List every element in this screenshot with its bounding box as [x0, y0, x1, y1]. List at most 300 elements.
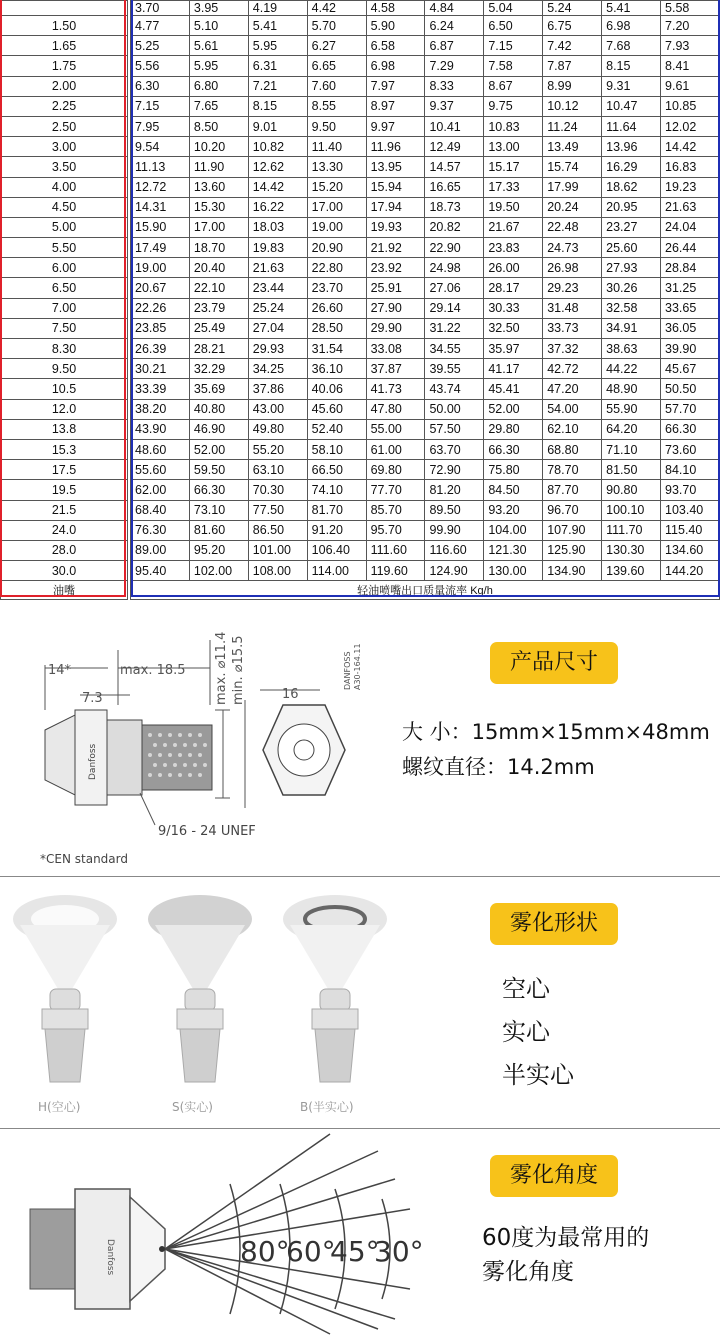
flow-value-cell: 58.10 [307, 439, 366, 459]
flow-value-cell: 15.20 [307, 177, 366, 197]
flow-value-cell: 144.20 [661, 561, 720, 581]
flow-value-cell: 108.00 [248, 561, 307, 581]
flow-value-cell: 41.73 [366, 379, 425, 399]
flow-value-cell: 42.72 [543, 359, 602, 379]
pressure-cell: 2.00 [1, 76, 128, 96]
flow-value-cell: 11.13 [131, 157, 190, 177]
pressure-cell: 5.50 [1, 238, 128, 258]
flow-value-cell: 66.30 [484, 439, 543, 459]
solid-caption: S(实心) [172, 1100, 213, 1114]
table-row [1, 157, 720, 177]
flow-value-cell: 3.95 [189, 1, 248, 16]
flow-value-cell: 17.94 [366, 197, 425, 217]
flow-value-cell: 18.70 [189, 238, 248, 258]
pressure-cell: 17.5 [1, 460, 128, 480]
flow-value-cell: 10.41 [425, 116, 484, 136]
flow-value-cell: 30.21 [131, 359, 190, 379]
flow-value-cell: 55.00 [366, 419, 425, 439]
flow-value-cell: 102.00 [189, 561, 248, 581]
table-row [1, 56, 720, 76]
flow-value-cell: 25.24 [248, 298, 307, 318]
flow-value-cell: 12.62 [248, 157, 307, 177]
flow-value-cell: 25.91 [366, 278, 425, 298]
table-row [1, 76, 720, 96]
flow-value-cell: 86.50 [248, 520, 307, 540]
flow-value-cell: 96.70 [543, 500, 602, 520]
flow-value-cell: 22.10 [189, 278, 248, 298]
pressure-cell: 15.3 [1, 439, 128, 459]
angle-60-label: 60° [286, 1235, 336, 1268]
flow-value-cell: 95.40 [131, 561, 190, 581]
flow-value-cell: 45.41 [484, 379, 543, 399]
flow-value-cell: 9.75 [484, 96, 543, 116]
spray-angle-badge: 雾化角度 [490, 1155, 618, 1197]
flow-value-cell: 70.30 [248, 480, 307, 500]
pressure-cell: 1.75 [1, 56, 128, 76]
nozzle-footer-label: 油嘴 [1, 581, 128, 600]
angle-note-line-2: 雾化角度 [482, 1259, 574, 1285]
pressure-cell: 3.00 [1, 137, 128, 157]
spray-shape-badge: 雾化形状 [490, 903, 618, 945]
flow-value-cell: 19.93 [366, 217, 425, 237]
flow-value-cell: 33.65 [661, 298, 720, 318]
flow-value-cell: 19.00 [307, 217, 366, 237]
flow-value-cell: 19.50 [484, 197, 543, 217]
flow-value-cell: 22.26 [131, 298, 190, 318]
flow-value-cell: 45.67 [661, 359, 720, 379]
flow-value-cell: 20.67 [131, 278, 190, 298]
flow-value-cell: 12.02 [661, 116, 720, 136]
pressure-cell: 6.50 [1, 278, 128, 298]
flow-value-cell: 23.70 [307, 278, 366, 298]
pressure-cell: 4.50 [1, 197, 128, 217]
flow-value-cell: 20.95 [602, 197, 661, 217]
flow-value-cell: 27.04 [248, 318, 307, 338]
flow-value-cell: 10.83 [484, 116, 543, 136]
spray-angle-diagram [0, 1129, 430, 1338]
flow-value-cell: 5.95 [248, 36, 307, 56]
flow-value-cell: 15.17 [484, 157, 543, 177]
table-row [1, 540, 720, 560]
flow-value-cell: 48.90 [602, 379, 661, 399]
flow-value-cell: 10.85 [661, 96, 720, 116]
flow-value-cell: 9.31 [602, 76, 661, 96]
flow-value-cell: 7.15 [131, 96, 190, 116]
flow-value-cell: 7.87 [543, 56, 602, 76]
flow-value-cell: 8.33 [425, 76, 484, 96]
flow-value-cell: 37.87 [366, 359, 425, 379]
flow-value-cell: 29.14 [425, 298, 484, 318]
flow-value-cell: 75.80 [484, 460, 543, 480]
flow-value-cell: 5.61 [189, 36, 248, 56]
flow-value-cell: 90.80 [602, 480, 661, 500]
flow-value-cell: 62.10 [543, 419, 602, 439]
flow-value-cell: 12.49 [425, 137, 484, 157]
flow-value-cell: 25.49 [189, 318, 248, 338]
spray-pattern-illustrations [0, 877, 420, 1127]
flow-value-cell: 15.94 [366, 177, 425, 197]
table-row [1, 439, 720, 459]
flow-value-cell: 6.30 [131, 76, 190, 96]
flow-value-cell: 7.29 [425, 56, 484, 76]
flow-value-cell: 93.70 [661, 480, 720, 500]
flow-value-cell: 115.40 [661, 520, 720, 540]
flow-value-cell: 8.15 [248, 96, 307, 116]
flow-value-cell: 95.70 [366, 520, 425, 540]
flow-value-cell: 69.80 [366, 460, 425, 480]
flow-value-cell: 52.00 [484, 399, 543, 419]
flow-value-cell: 134.60 [661, 540, 720, 560]
flow-value-cell: 23.85 [131, 318, 190, 338]
flow-value-cell: 14.42 [248, 177, 307, 197]
flow-value-cell: 20.82 [425, 217, 484, 237]
flow-value-cell: 9.97 [366, 116, 425, 136]
pressure-cell: 8.30 [1, 339, 128, 359]
flow-value-cell: 5.41 [602, 1, 661, 16]
table-row [1, 96, 720, 116]
flow-value-cell: 23.92 [366, 258, 425, 278]
flow-value-cell: 5.24 [543, 1, 602, 16]
angle-30-label: 30° [374, 1235, 424, 1268]
table-row [1, 278, 720, 298]
flow-value-cell: 5.41 [248, 16, 307, 36]
flow-value-cell: 119.60 [366, 561, 425, 581]
flow-value-cell: 20.90 [307, 238, 366, 258]
flow-value-cell: 55.60 [131, 460, 190, 480]
flow-value-cell: 114.00 [307, 561, 366, 581]
flow-value-cell: 85.70 [366, 500, 425, 520]
flow-value-cell: 15.90 [131, 217, 190, 237]
flow-value-cell: 27.93 [602, 258, 661, 278]
flow-value-cell: 41.17 [484, 359, 543, 379]
pressure-cell: 10.5 [1, 379, 128, 399]
flow-value-cell: 34.25 [248, 359, 307, 379]
flow-value-cell: 81.20 [425, 480, 484, 500]
flow-value-cell: 36.10 [307, 359, 366, 379]
flow-value-cell: 6.31 [248, 56, 307, 76]
flow-value-cell: 71.10 [602, 439, 661, 459]
flow-value-cell: 84.10 [661, 460, 720, 480]
cen-standard-note: *CEN standard [40, 852, 128, 866]
flow-value-cell: 14.42 [661, 137, 720, 157]
flow-value-cell: 130.00 [484, 561, 543, 581]
flow-value-cell: 111.70 [602, 520, 661, 540]
flow-value-cell: 45.60 [307, 399, 366, 419]
pressure-cell: 1.50 [1, 16, 128, 36]
table-row [1, 339, 720, 359]
flow-value-cell: 59.50 [189, 460, 248, 480]
flow-value-cell: 4.58 [366, 1, 425, 16]
part-number-label: A30-164.11 [353, 643, 362, 690]
flow-value-cell: 28.50 [307, 318, 366, 338]
flow-value-cell: 5.58 [661, 1, 720, 16]
flow-value-cell: 30.33 [484, 298, 543, 318]
flow-value-cell: 74.10 [307, 480, 366, 500]
flow-value-cell: 9.50 [307, 116, 366, 136]
flow-value-cell: 13.00 [484, 137, 543, 157]
table-footer-row [1, 581, 720, 600]
flow-value-cell: 84.50 [484, 480, 543, 500]
flow-value-cell: 16.65 [425, 177, 484, 197]
table-row [1, 116, 720, 136]
flow-value-cell: 6.98 [366, 56, 425, 76]
flow-value-cell: 6.50 [484, 16, 543, 36]
pressure-cell: 19.5 [1, 480, 128, 500]
flow-value-cell: 15.30 [189, 197, 248, 217]
flow-value-cell: 29.90 [366, 318, 425, 338]
flow-value-cell: 130.30 [602, 540, 661, 560]
part-brand-label: DANFOSS [343, 651, 352, 690]
pressure-cell: 2.50 [1, 116, 128, 136]
flow-value-cell: 31.25 [661, 278, 720, 298]
pressure-cell: 21.5 [1, 500, 128, 520]
flow-value-cell: 18.03 [248, 217, 307, 237]
table-row [1, 359, 720, 379]
flow-value-cell: 77.70 [366, 480, 425, 500]
pressure-cell: 2.25 [1, 96, 128, 116]
flow-value-cell: 47.80 [366, 399, 425, 419]
flow-value-cell: 5.95 [189, 56, 248, 76]
flow-value-cell: 7.93 [661, 36, 720, 56]
flow-rate-table [0, 0, 720, 600]
flow-value-cell: 19.83 [248, 238, 307, 258]
flow-value-cell: 48.60 [131, 439, 190, 459]
flow-value-cell: 7.15 [484, 36, 543, 56]
flow-value-cell: 8.67 [484, 76, 543, 96]
hollow-spray-diagram [13, 895, 117, 1114]
flow-value-cell: 7.95 [131, 116, 190, 136]
thread-spec-label: 9/16 - 24 UNEF [158, 824, 256, 839]
angle-nozzle-drawing [30, 1189, 165, 1309]
flow-value-cell: 22.90 [425, 238, 484, 258]
flow-value-cell: 39.55 [425, 359, 484, 379]
flow-value-cell: 72.90 [425, 460, 484, 480]
pressure-cell: 13.8 [1, 419, 128, 439]
dim-16-label: 16 [282, 687, 299, 702]
flow-value-cell: 26.98 [543, 258, 602, 278]
flow-value-cell: 40.80 [189, 399, 248, 419]
flow-value-cell: 33.73 [543, 318, 602, 338]
pressure-cell: 4.00 [1, 177, 128, 197]
product-size-badge: 产品尺寸 [490, 642, 618, 684]
flow-value-cell: 49.80 [248, 419, 307, 439]
flow-value-cell: 23.83 [484, 238, 543, 258]
flow-value-cell: 63.10 [248, 460, 307, 480]
flow-value-cell: 62.00 [131, 480, 190, 500]
flow-value-cell: 31.54 [307, 339, 366, 359]
flow-value-cell: 8.55 [307, 96, 366, 116]
flow-value-cell: 7.42 [543, 36, 602, 56]
flow-value-cell: 57.70 [661, 399, 720, 419]
shape-item-semi-solid: 半实心 [502, 1061, 574, 1089]
flow-value-cell: 52.40 [307, 419, 366, 439]
dimensions-section [0, 600, 720, 875]
nozzle-hex-end-view [263, 705, 345, 795]
flow-value-cell: 47.20 [543, 379, 602, 399]
flow-value-cell: 17.00 [189, 217, 248, 237]
flow-value-cell: 20.24 [543, 197, 602, 217]
flow-value-cell: 30.26 [602, 278, 661, 298]
table-row [1, 177, 720, 197]
flow-value-cell: 12.72 [131, 177, 190, 197]
table-row [1, 137, 720, 157]
flow-value-cell: 4.19 [248, 1, 307, 16]
pressure-cell: 12.0 [1, 399, 128, 419]
dim-73-label: 7.3 [82, 691, 103, 706]
flow-value-cell: 43.00 [248, 399, 307, 419]
flow-value-cell: 55.90 [602, 399, 661, 419]
flow-value-cell: 19.23 [661, 177, 720, 197]
flow-value-cell: 24.04 [661, 217, 720, 237]
flow-value-cell: 121.30 [484, 540, 543, 560]
flow-value-cell: 18.62 [602, 177, 661, 197]
flow-value-cell: 28.17 [484, 278, 543, 298]
flow-value-cell: 8.50 [189, 116, 248, 136]
flow-value-cell: 11.24 [543, 116, 602, 136]
flow-value-cell: 17.99 [543, 177, 602, 197]
flow-value-cell: 6.80 [189, 76, 248, 96]
solid-spray-diagram [148, 895, 252, 1114]
pressure-cell: 7.50 [1, 318, 128, 338]
dim-max185-label: max. 18.5 [120, 663, 186, 678]
flow-value-cell: 43.74 [425, 379, 484, 399]
pressure-cell: 7.00 [1, 298, 128, 318]
flow-value-cell: 9.54 [131, 137, 190, 157]
flow-value-cell: 57.50 [425, 419, 484, 439]
flow-value-cell: 54.00 [543, 399, 602, 419]
flow-value-cell: 17.49 [131, 238, 190, 258]
flow-value-cell: 23.44 [248, 278, 307, 298]
flow-value-cell: 4.42 [307, 1, 366, 16]
flow-value-cell: 73.60 [661, 439, 720, 459]
table-row [1, 238, 720, 258]
flow-value-cell: 28.84 [661, 258, 720, 278]
flow-value-cell: 10.82 [248, 137, 307, 157]
table-row [1, 298, 720, 318]
flow-value-cell: 11.90 [189, 157, 248, 177]
flow-value-cell: 77.50 [248, 500, 307, 520]
flow-value-cell: 27.06 [425, 278, 484, 298]
flow-value-cell: 25.60 [602, 238, 661, 258]
flow-value-cell: 81.60 [189, 520, 248, 540]
table-row [1, 520, 720, 540]
flow-value-cell: 35.97 [484, 339, 543, 359]
flow-value-cell: 66.30 [189, 480, 248, 500]
flow-value-cell: 81.50 [602, 460, 661, 480]
flow-value-cell: 32.50 [484, 318, 543, 338]
flow-value-cell: 107.90 [543, 520, 602, 540]
flow-value-cell: 91.20 [307, 520, 366, 540]
pressure-cell: 1.65 [1, 36, 128, 56]
angle-note-line-1: 60度为最常用的 [482, 1225, 650, 1251]
flow-value-cell: 5.70 [307, 16, 366, 36]
pressure-cell: 9.50 [1, 359, 128, 379]
flow-value-cell: 61.00 [366, 439, 425, 459]
dim-min155-label: min. ⌀15.5 [231, 635, 246, 705]
pressure-cell: 28.0 [1, 540, 128, 560]
flow-value-cell: 6.58 [366, 36, 425, 56]
nozzle-side-view [45, 710, 212, 805]
flow-value-cell: 103.40 [661, 500, 720, 520]
flow-value-cell: 26.00 [484, 258, 543, 278]
flow-value-cell: 7.21 [248, 76, 307, 96]
dim-14-label: 14* [48, 663, 72, 678]
flow-value-cell: 8.15 [602, 56, 661, 76]
table-row [1, 480, 720, 500]
flow-value-cell: 52.00 [189, 439, 248, 459]
flow-value-cell: 21.67 [484, 217, 543, 237]
flow-value-cell: 29.80 [484, 419, 543, 439]
table-row [1, 197, 720, 217]
flow-value-cell: 26.39 [131, 339, 190, 359]
flow-value-cell: 37.32 [543, 339, 602, 359]
flow-value-cell: 3.70 [131, 1, 190, 16]
pressure-cell: 30.0 [1, 561, 128, 581]
flow-value-cell: 8.41 [661, 56, 720, 76]
shape-item-solid: 实心 [502, 1018, 550, 1046]
flow-value-cell: 101.00 [248, 540, 307, 560]
flow-value-cell: 38.20 [131, 399, 190, 419]
flow-value-cell: 24.73 [543, 238, 602, 258]
table-row [1, 258, 720, 278]
flow-value-cell: 63.70 [425, 439, 484, 459]
flow-value-cell: 7.20 [661, 16, 720, 36]
flow-value-cell: 93.20 [484, 500, 543, 520]
shape-item-hollow: 空心 [502, 975, 550, 1003]
flow-value-cell: 89.50 [425, 500, 484, 520]
flow-value-cell: 17.33 [484, 177, 543, 197]
hollow-caption: H(空心) [38, 1100, 81, 1114]
flow-value-cell: 111.60 [366, 540, 425, 560]
flow-value-cell: 23.27 [602, 217, 661, 237]
table-row [1, 561, 720, 581]
flow-value-cell: 9.37 [425, 96, 484, 116]
pressure-cell [1, 1, 128, 16]
flow-value-cell: 14.31 [131, 197, 190, 217]
spray-angle-lines [165, 1134, 410, 1334]
size-spec-text: 大 小：15mm×15mm×48mm [402, 720, 710, 744]
flow-value-cell: 31.22 [425, 318, 484, 338]
pressure-cell: 5.00 [1, 217, 128, 237]
flow-value-cell: 36.05 [661, 318, 720, 338]
flow-value-cell: 27.90 [366, 298, 425, 318]
flow-value-cell: 11.40 [307, 137, 366, 157]
flow-rate-footer-label: 轻油喷嘴出口质量流率 Kg/h [131, 581, 720, 600]
flow-value-cell: 55.20 [248, 439, 307, 459]
flow-value-cell: 18.73 [425, 197, 484, 217]
flow-value-cell: 11.96 [366, 137, 425, 157]
flow-value-cell: 26.60 [307, 298, 366, 318]
flow-value-cell: 32.58 [602, 298, 661, 318]
flow-value-cell: 50.00 [425, 399, 484, 419]
angle-80-label: 80° [240, 1235, 290, 1268]
semi-solid-caption: B(半实心) [300, 1100, 354, 1114]
flow-value-cell: 40.06 [307, 379, 366, 399]
flow-value-cell: 34.55 [425, 339, 484, 359]
flow-value-cell: 16.83 [661, 157, 720, 177]
flow-value-cell: 21.63 [248, 258, 307, 278]
flow-value-cell: 13.49 [543, 137, 602, 157]
flow-value-cell: 33.08 [366, 339, 425, 359]
flow-value-cell: 116.60 [425, 540, 484, 560]
flow-value-cell: 20.40 [189, 258, 248, 278]
flow-value-cell: 37.86 [248, 379, 307, 399]
flow-value-cell: 4.77 [131, 16, 190, 36]
flow-value-cell: 73.10 [189, 500, 248, 520]
flow-value-cell: 87.70 [543, 480, 602, 500]
flow-value-cell: 7.60 [307, 76, 366, 96]
flow-value-cell: 89.00 [131, 540, 190, 560]
